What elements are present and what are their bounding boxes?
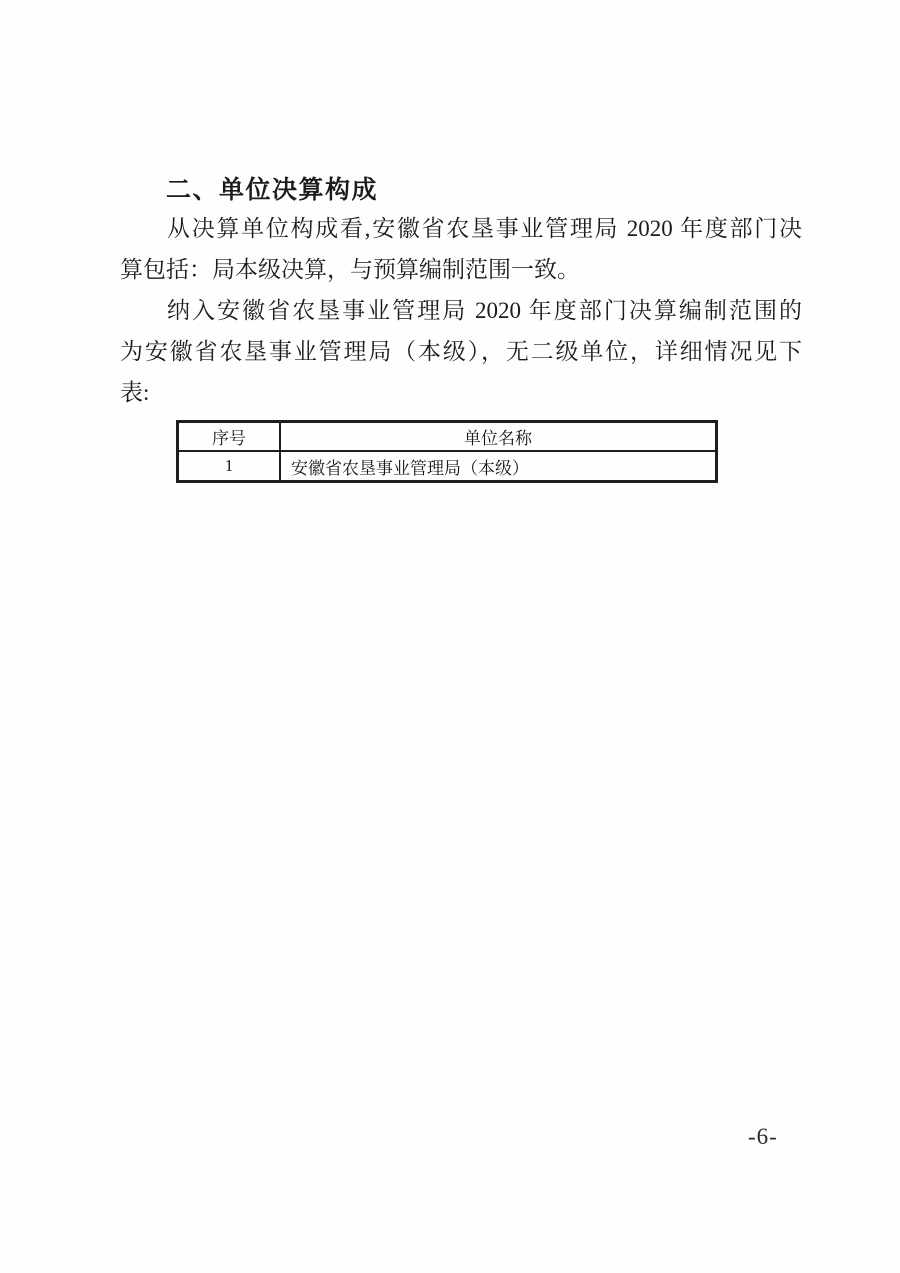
cell-unit-name: 安徽省农垦事业管理局（本级）: [280, 451, 717, 482]
paragraph-1-line-1: 从决算单位构成看,安徽省农垦事业管理局 2020 年度部门决: [167, 216, 802, 241]
cell-index: 1: [178, 451, 281, 482]
units-table: [176, 420, 718, 483]
paragraph-2-line-2: 为安徽省农垦事业管理局（本级），无二级单位，详细情况见下: [120, 339, 802, 364]
table-header-index: 序号: [178, 422, 281, 452]
section-heading: 二、单位决算构成: [166, 176, 379, 204]
paragraph-2-line-1: 纳入安徽省农垦事业管理局 2020 年度部门决算编制范围的: [167, 298, 802, 323]
paragraph-2-line-3: 表:: [120, 380, 150, 405]
body-text: [120, 208, 802, 413]
paragraph-1-line-2: 算包括：局本级决算，与预算编制范围一致。: [120, 257, 580, 282]
table-row: [178, 451, 717, 482]
page-number: -6-: [748, 1124, 778, 1149]
table-header-row: [178, 422, 717, 452]
table-header-unit-name: 单位名称: [280, 422, 717, 452]
